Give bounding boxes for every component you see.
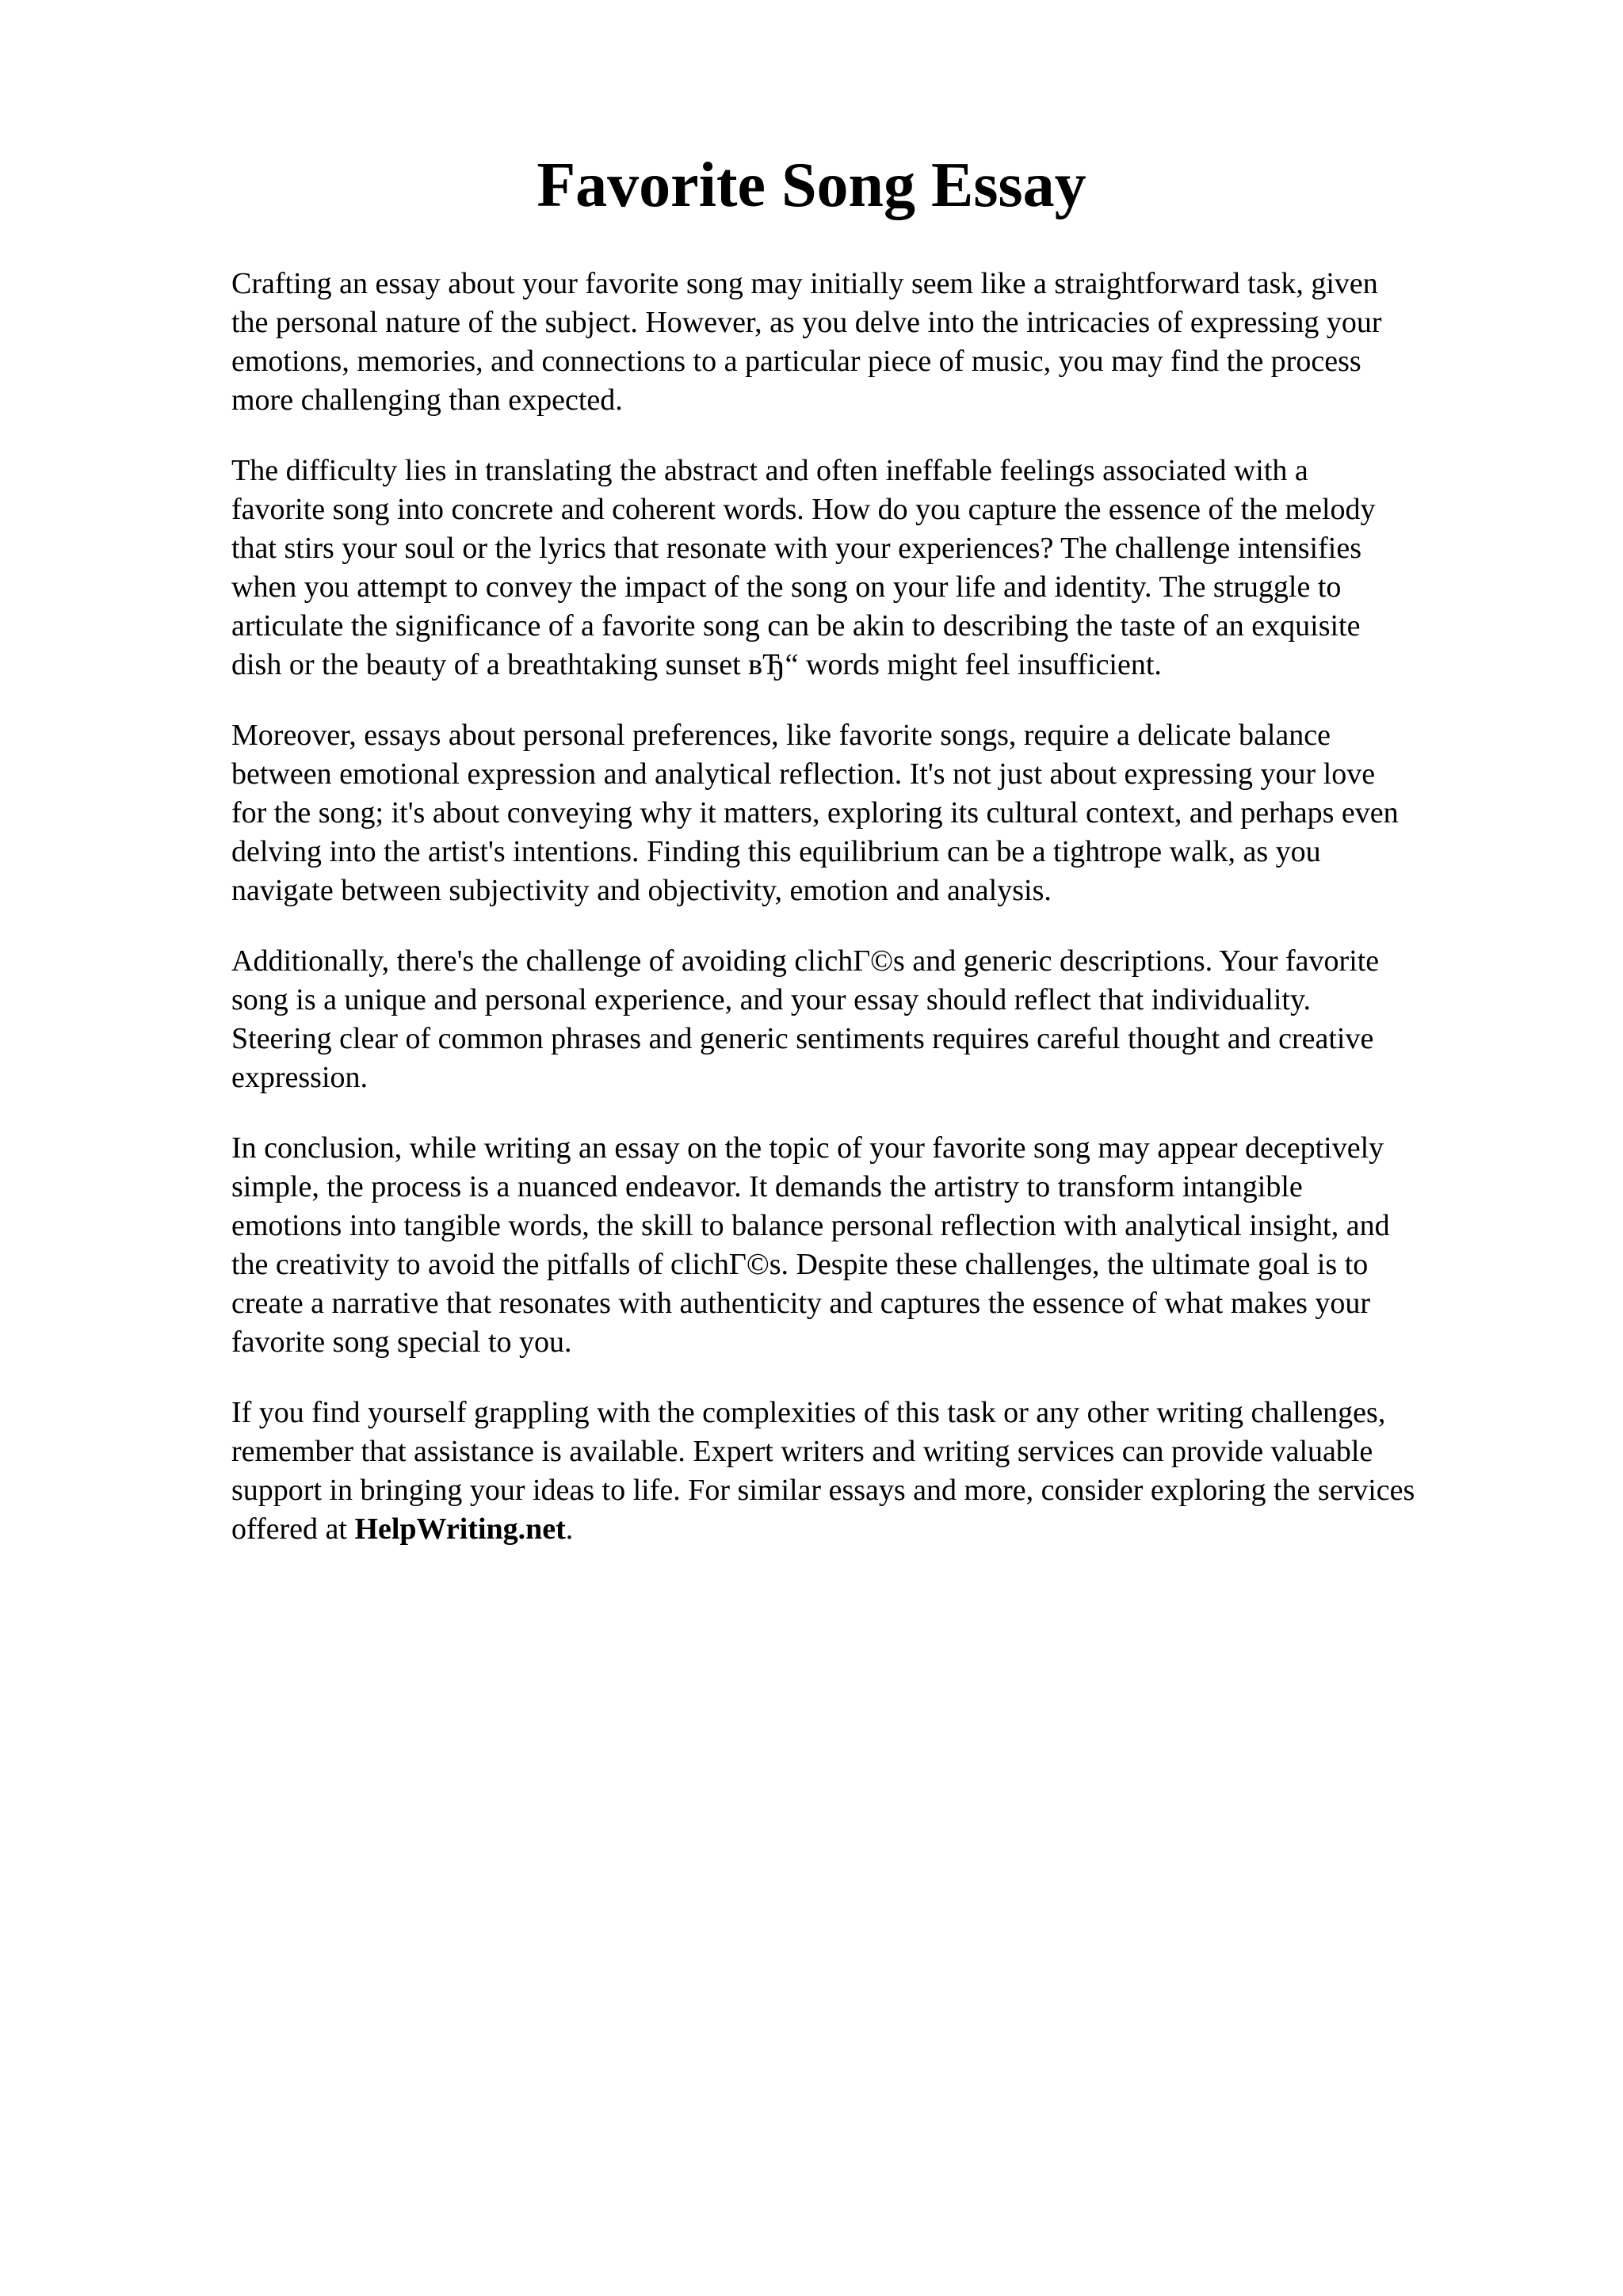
text-line: If you find yourself grappling with the complexities of this task or any other writing challenges, bbox=[231, 1396, 1386, 1429]
paragraph-6 bbox=[231, 1394, 1531, 1549]
text-line: The difficulty lies in translating the abstract and often ineffable feelings associated with a bbox=[231, 454, 1308, 487]
text-line: favorite song special to you. bbox=[231, 1325, 572, 1359]
paragraph-1 bbox=[231, 265, 1531, 420]
text-line: Crafting an essay about your favorite song may initially seem like a straightforward task, given bbox=[231, 267, 1378, 300]
closing-line bbox=[231, 1510, 1531, 1549]
document-body bbox=[231, 265, 1531, 1581]
document-title: Favorite Song Essay bbox=[537, 151, 1086, 220]
text-line: navigate between subjectivity and objectivity, emotion and analysis. bbox=[231, 874, 1052, 907]
text-line: articulate the significance of a favorite song can be akin to describing the taste of an exquisite bbox=[231, 609, 1361, 643]
text-line: In conclusion, while writing an essay on the topic of your favorite song may appear deceptively bbox=[231, 1131, 1384, 1165]
text-line: more challenging than expected. bbox=[231, 383, 623, 417]
paragraph-5 bbox=[231, 1129, 1531, 1362]
text-line: expression. bbox=[231, 1061, 369, 1094]
text-line: for the song; it's about conveying why it matters, exploring its cultural context, and perhaps even bbox=[231, 796, 1399, 830]
text-line: simple, the process is a nuanced endeavor. It demands the artistry to transform intangible bbox=[231, 1170, 1303, 1203]
text-line: emotions, memories, and connections to a particular piece of music, you may find the process bbox=[231, 345, 1361, 378]
text-line: song is a unique and personal experience, and your essay should reflect that individuality. bbox=[231, 983, 1311, 1016]
closing-suffix: . bbox=[565, 1512, 574, 1546]
text-line: favorite song into concrete and coherent words. How do you capture the essence of the melody bbox=[231, 493, 1376, 526]
text-line: Additionally, there's the challenge of avoiding clichГ©s and generic descriptions. Your favorite bbox=[231, 944, 1380, 978]
text-line: Steering clear of common phrases and generic sentiments requires careful thought and creative bbox=[231, 1022, 1374, 1055]
helpwriting-link[interactable]: HelpWriting.net bbox=[354, 1512, 566, 1546]
paragraph-2 bbox=[231, 452, 1531, 685]
paragraph-4 bbox=[231, 942, 1531, 1097]
text-line: that stirs your soul or the lyrics that resonate with your experiences? The challenge intensifies bbox=[231, 532, 1361, 565]
paragraph-3 bbox=[231, 716, 1531, 910]
text-line: remember that assistance is available. Expert writers and writing services can provide valuable bbox=[231, 1435, 1373, 1468]
text-line: dish or the beauty of a breathtaking sunset вЂ“ words might feel insufficient. bbox=[231, 648, 1162, 681]
text-line: between emotional expression and analytical reflection. It's not just about expressing your love bbox=[231, 757, 1376, 791]
text-line: when you attempt to convey the impact of the song on your life and identity. The struggle to bbox=[231, 570, 1342, 604]
text-line: emotions into tangible words, the skill to balance personal reflection with analytical insight, and bbox=[231, 1209, 1390, 1242]
closing-prefix: offered at bbox=[231, 1512, 355, 1546]
text-line: the personal nature of the subject. However, as you delve into the intricacies of expressing your bbox=[231, 306, 1382, 339]
text-line: delving into the artist's intentions. Finding this equilibrium can be a tightrope walk, as you bbox=[231, 835, 1321, 868]
text-line: support in bringing your ideas to life. For similar essays and more, consider exploring the services bbox=[231, 1474, 1415, 1507]
text-line: the creativity to avoid the pitfalls of clichГ©s. Despite these challenges, the ultimate goal is to bbox=[231, 1248, 1369, 1281]
text-line: create a narrative that resonates with authenticity and captures the essence of what makes your bbox=[231, 1287, 1371, 1320]
text-line: Moreover, essays about personal preferences, like favorite songs, require a delicate balance bbox=[231, 719, 1331, 752]
